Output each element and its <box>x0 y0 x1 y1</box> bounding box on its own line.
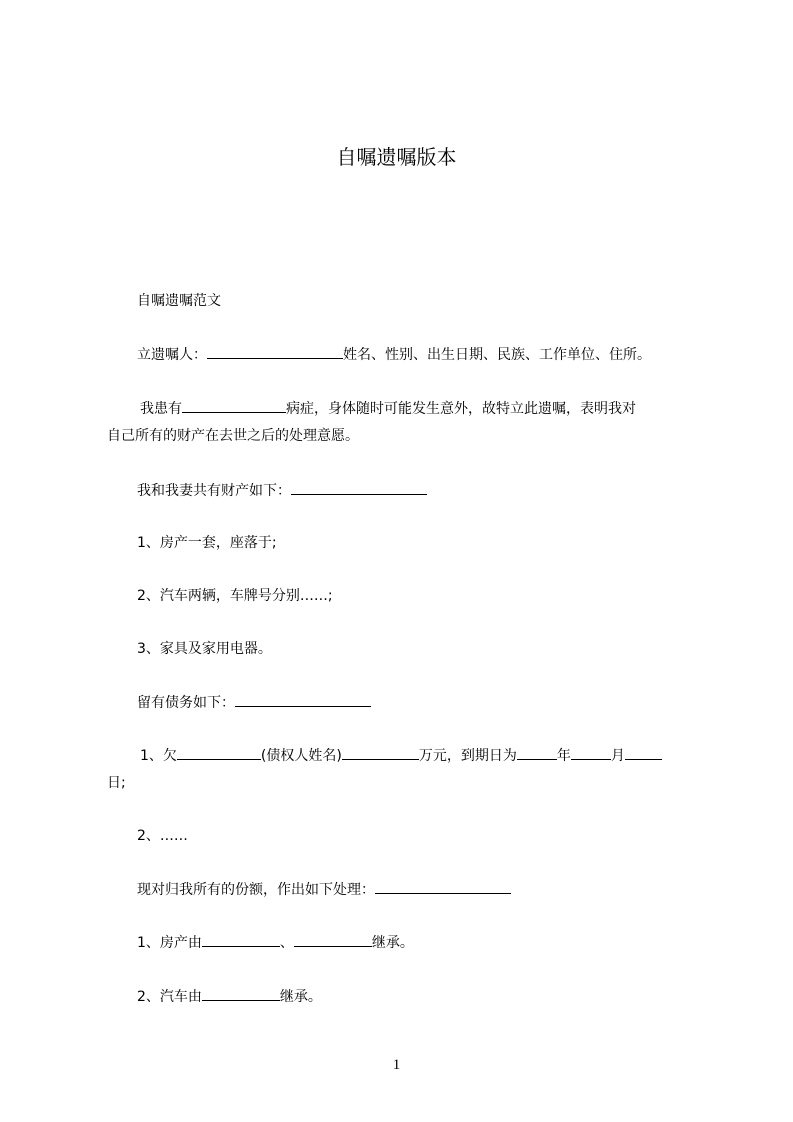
fill-in-blank <box>517 745 557 760</box>
fill-in-blank <box>182 398 286 413</box>
list-item-debt <box>107 745 734 766</box>
paragraph-text: 1、房产由 <box>137 935 202 951</box>
fill-in-blank <box>291 480 427 495</box>
paragraph-testator <box>107 344 731 365</box>
paragraph-text: 我和我妻共有财产如下： <box>137 483 291 499</box>
paragraph-text: 1、欠 <box>140 748 177 764</box>
paragraph-text: (债权人姓名) <box>260 748 342 764</box>
list-item-house <box>107 932 731 953</box>
paragraph-debts <box>107 692 731 713</box>
paragraph-text: 2、…… <box>137 828 188 844</box>
list-item <box>107 586 731 606</box>
list-item-car <box>107 986 731 1007</box>
paragraph-text: 、 <box>279 935 294 951</box>
paragraph-text: 现对归我所有的份额，作出如下处理： <box>137 882 375 898</box>
fill-in-blank <box>235 692 371 707</box>
paragraph-text: 病症，身体随时可能发生意外，故特立此遗嘱，表明我对 <box>286 401 636 417</box>
fill-in-blank <box>294 932 372 947</box>
list-item <box>107 639 731 659</box>
list-item <box>107 826 731 846</box>
list-item-debt-continued <box>107 773 701 793</box>
paragraph-heading <box>107 291 731 311</box>
fill-in-blank <box>571 745 611 760</box>
document-title: 自嘱遗嘱版本 <box>336 145 457 169</box>
paragraph-text: 继承。 <box>371 935 414 951</box>
paragraph-text: 日; <box>107 775 126 791</box>
fill-in-blank <box>342 745 419 760</box>
paragraph-illness <box>107 398 734 419</box>
paragraph-text: 年 <box>556 748 571 764</box>
paragraph-text: 留有债务如下： <box>137 695 235 711</box>
paragraph-disposition <box>107 879 731 900</box>
fill-in-blank <box>625 745 662 760</box>
page-number: 1 <box>392 1057 401 1073</box>
paragraph-text: 自嘱遗嘱范文 <box>137 293 221 309</box>
fill-in-blank <box>375 879 511 894</box>
list-item <box>107 533 731 553</box>
paragraph-text: 自己所有的财产在去世之后的处理意愿。 <box>107 428 359 444</box>
paragraph-text: 2、汽车由 <box>137 989 202 1005</box>
paragraph-joint-property <box>107 480 731 501</box>
paragraph-illness-continued <box>107 426 701 446</box>
paragraph-text: 3、家具及家用电器。 <box>137 641 272 657</box>
paragraph-text: 1、房产一套，座落于; <box>137 535 277 551</box>
paragraph-text: 姓名、性别、出生日期、民族、工作单位、住所。 <box>343 347 651 363</box>
paragraph-text: 立遗嘱人： <box>137 347 207 363</box>
paragraph-text: 万元，到期日为 <box>418 748 517 764</box>
fill-in-blank <box>202 986 280 1001</box>
fill-in-blank <box>177 745 261 760</box>
paragraph-text: 2、汽车两辆，车牌号分别……; <box>137 588 333 604</box>
paragraph-text: 我患有 <box>140 401 182 417</box>
fill-in-blank <box>207 344 343 359</box>
fill-in-blank <box>202 932 280 947</box>
paragraph-text: 月 <box>610 748 625 764</box>
paragraph-text: 继承。 <box>279 989 322 1005</box>
